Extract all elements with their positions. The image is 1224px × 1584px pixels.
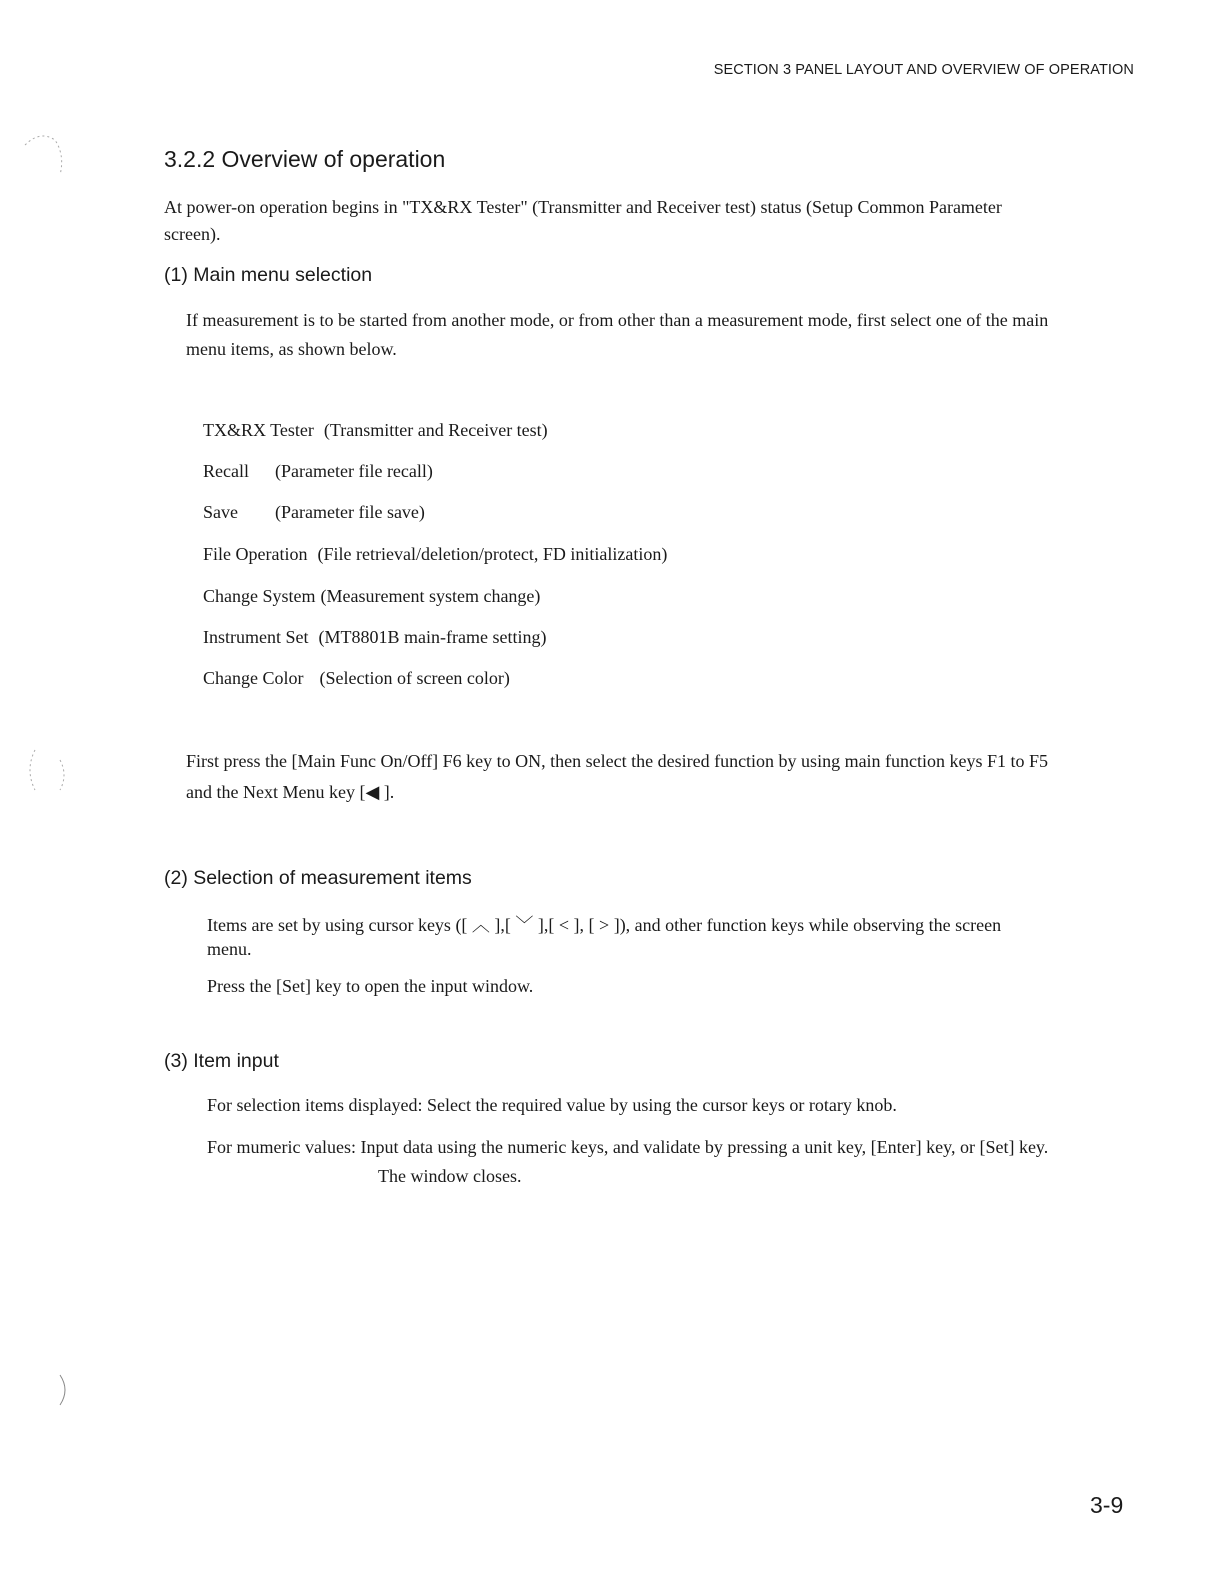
sub3-selection-text: For selection items displayed: Select the required value by using the cursor keys or rotary knob.: [207, 1095, 897, 1115]
binder-hole-mark-icon: [15, 125, 75, 185]
intro-line-2: screen).: [164, 224, 221, 244]
menu-item-desc: (Parameter file recall): [275, 461, 433, 481]
sub3-numeric-continued: The window closes.: [378, 1166, 522, 1186]
menu-item-instrument-set: [203, 627, 546, 648]
sub2-para-line-2: menu.: [207, 939, 252, 959]
sub1-para-line-2: menu items, as shown below.: [186, 339, 397, 359]
menu-item-desc: (Transmitter and Receiver test): [323, 420, 548, 440]
menu-item-label: Recall: [203, 461, 249, 481]
sub2-para-line-1: Items are set by using cursor keys ([ ︿ ],[ ﹀ ],[ < ], [ > ]), and other function keys while observing the screen: [207, 915, 1002, 935]
menu-item-label: Save: [203, 502, 238, 522]
menu-item-label: Instrument Set: [203, 627, 309, 647]
binder-hole-mark-icon: [20, 740, 70, 800]
subsection-2-title: (2) Selection of measurement items: [164, 867, 472, 889]
menu-item-label: Change Color: [203, 668, 304, 688]
subsection-3-title: (3) Item input: [164, 1050, 279, 1072]
menu-item-desc: (Selection of screen color): [319, 668, 510, 688]
sub1-para-line-1: If measurement is to be started from another mode, or from other than a measurement mode, first select one of the main: [186, 310, 1049, 330]
menu-item-change-color: [203, 668, 510, 689]
intro-line-1: At power-on operation begins in "TX&RX Tester" (Transmitter and Receiver test) status (Setup Common Parameter: [164, 197, 1002, 217]
subsection-1-title: (1) Main menu selection: [164, 264, 373, 286]
page-number: 3-9: [1090, 1492, 1124, 1518]
menu-item-desc: (File retrieval/deletion/protect, FD initialization): [317, 544, 668, 564]
menu-item-label: File Operation: [203, 544, 308, 564]
menu-item-change-system: [203, 586, 540, 607]
menu-item-txrx-tester: [203, 420, 548, 441]
menu-item-label: TX&RX Tester: [203, 420, 314, 440]
binder-hole-mark-icon: [55, 1370, 75, 1410]
menu-item-label: Change System: [203, 586, 316, 606]
sub3-numeric-text: For mumeric values: Input data using the numeric keys, and validate by pressing a unit key, [Enter] key, or [Set] key.: [207, 1137, 1049, 1157]
sub1-note-line-1: First press the [Main Func On/Off] F6 key to ON, then select the desired function by using main function keys F1 to F5: [186, 751, 1049, 771]
menu-item-save: [203, 502, 425, 523]
menu-item-desc: (Measurement system change): [320, 586, 541, 606]
section-title: 3.2.2 Overview of operation: [164, 146, 446, 172]
running-header: SECTION 3 PANEL LAYOUT AND OVERVIEW OF OPERATION: [713, 62, 1134, 78]
menu-item-desc: (Parameter file save): [275, 502, 425, 522]
menu-item-file-operation: [203, 544, 667, 565]
sub2-para-line-3: Press the [Set] key to open the input window.: [207, 976, 534, 996]
menu-item-desc: (MT8801B main-frame setting): [318, 627, 547, 647]
menu-item-recall: [203, 461, 433, 482]
sub1-note-line-2: and the Next Menu key [◀ ].: [186, 782, 395, 802]
